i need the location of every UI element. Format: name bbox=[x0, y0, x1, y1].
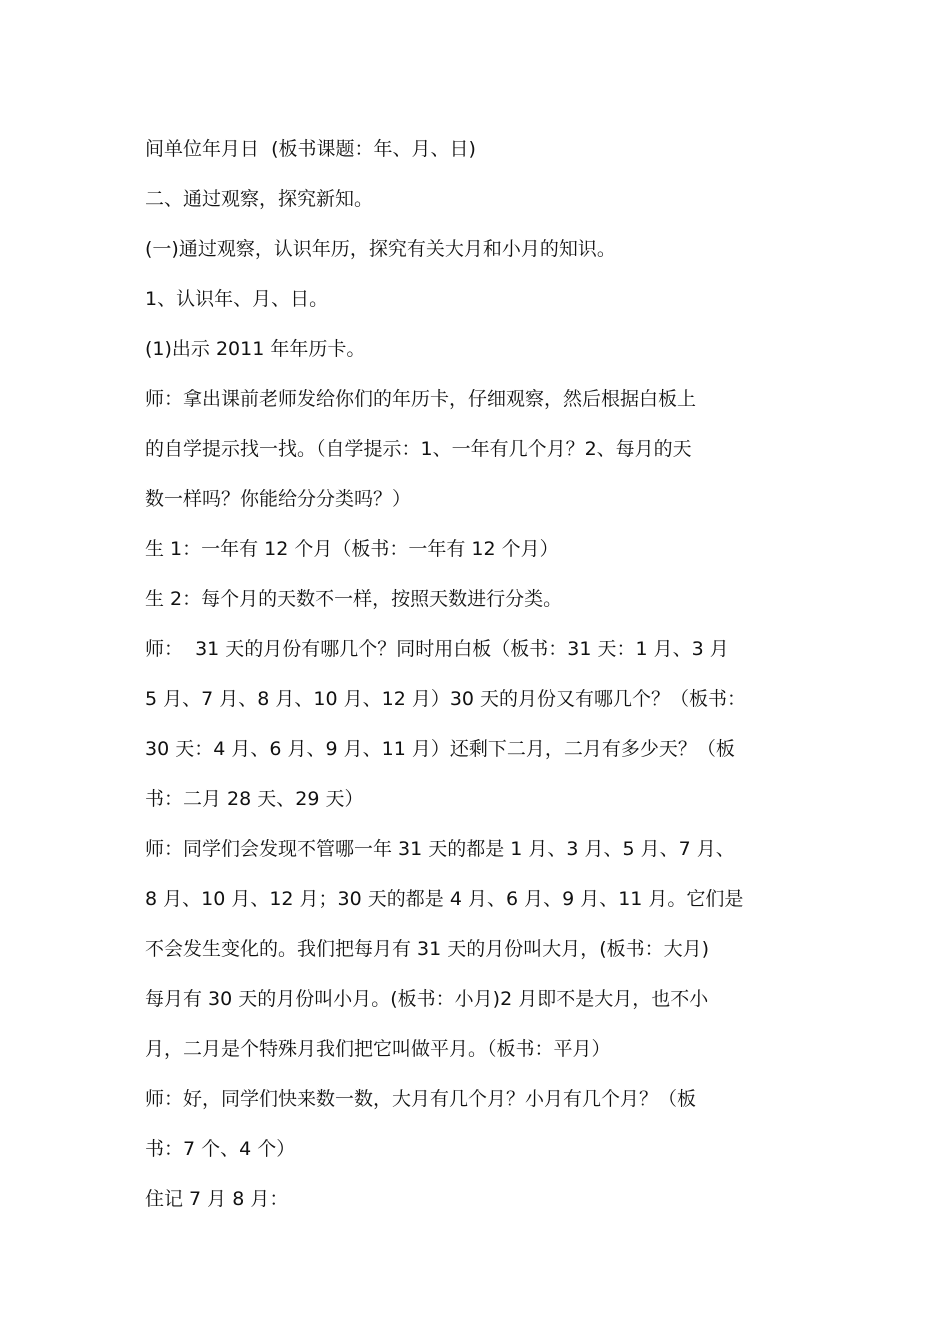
text-line: 生 1：一年有 12 个月（板书：一年有 12 个月） bbox=[145, 538, 559, 560]
text-line: 5 月、7 月、8 月、10 月、12 月）30 天的月份又有哪几个？（板书： bbox=[145, 688, 747, 710]
document-body bbox=[145, 133, 835, 1233]
section-heading: 二、通过观察，探究新知。 bbox=[145, 188, 374, 210]
text-line: 数一样吗？你能给分分类吗？） bbox=[145, 488, 412, 510]
text-line: 间单位年月日 (板书课题：年、月、日) bbox=[145, 138, 476, 160]
text-line: 的自学提示找一找。（自学提示：1、一年有几个月？2、每月的天 bbox=[145, 438, 692, 460]
text-line: 师： 31 天的月份有哪几个？同时用白板（板书：31 天：1 月、3 月 bbox=[145, 638, 729, 660]
text-line: 书：二月 28 天、29 天） bbox=[145, 788, 364, 810]
text-line: 生 2：每个月的天数不一样，按照天数进行分类。 bbox=[145, 588, 563, 610]
subsection-heading: (一)通过观察，认识年历，探究有关大月和小月的知识。 bbox=[145, 238, 616, 260]
text-line: 30 天：4 月、6 月、9 月、11 月）还剩下二月，二月有多少天？（板 bbox=[145, 738, 735, 760]
text-line: 月，二月是个特殊月我们把它叫做平月。（板书：平月） bbox=[145, 1038, 611, 1060]
text-line: 住记 7 月 8 月： bbox=[145, 1188, 289, 1210]
step-item: (1)出示 2011 年年历卡。 bbox=[145, 338, 366, 360]
text-line: 每月有 30 天的月份叫小月。(板书：小月)2 月即不是大月，也不小 bbox=[145, 988, 709, 1010]
step-heading: 1、认识年、月、日。 bbox=[145, 288, 329, 310]
text-line: 师：好，同学们快来数一数，大月有几个月？小月有几个月？（板 bbox=[145, 1088, 697, 1110]
text-line: 8 月、10 月、12 月；30 天的都是 4 月、6 月、9 月、11 月。它们是 bbox=[145, 888, 744, 910]
text-line: 师：拿出课前老师发给你们的年历卡，仔细观察，然后根据白板上 bbox=[145, 388, 697, 410]
text-line: 不会发生变化的。我们把每月有 31 天的月份叫大月，(板书：大月) bbox=[145, 938, 710, 960]
text-line: 师：同学们会发现不管哪一年 31 天的都是 1 月、3 月、5 月、7 月、 bbox=[145, 838, 735, 860]
text-line: 书：7 个、4 个） bbox=[145, 1138, 296, 1160]
